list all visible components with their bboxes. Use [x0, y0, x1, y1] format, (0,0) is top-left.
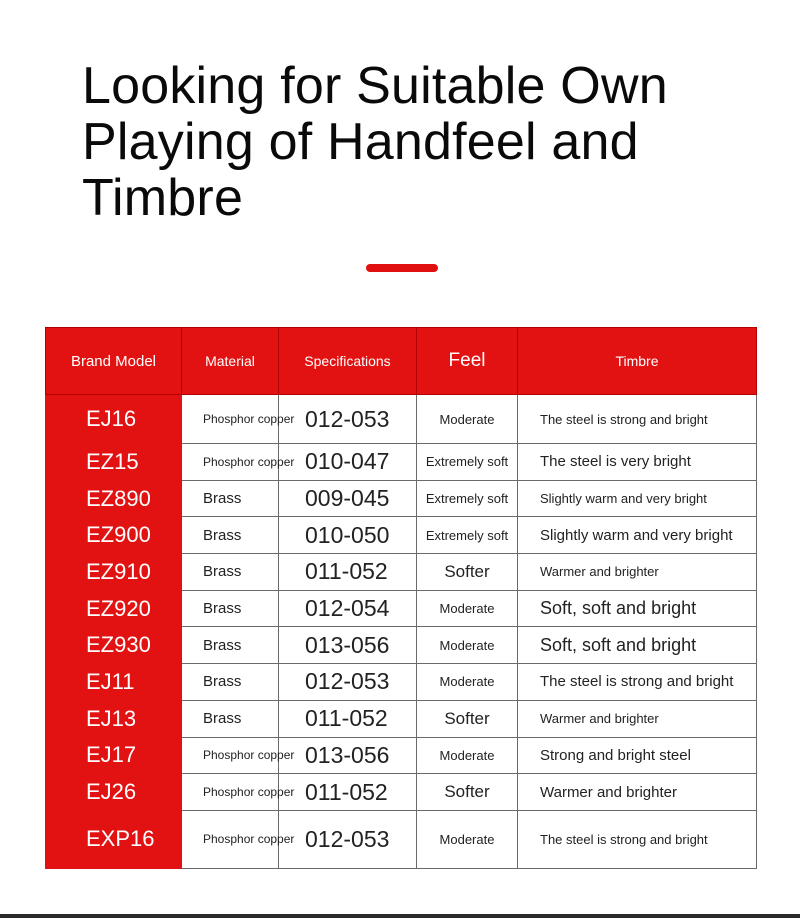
table-row [46, 664, 757, 701]
cell-feel: Extremely soft [417, 517, 518, 554]
cell-feel: Moderate [417, 737, 518, 774]
cell-timbre: The steel is strong and bright [518, 810, 757, 868]
table-row [46, 480, 757, 517]
table-row [46, 395, 757, 444]
cell-feel: Moderate [417, 395, 518, 444]
cell-timbre: Slightly warm and very bright [518, 517, 757, 554]
cell-specifications: 012-054 [279, 590, 417, 627]
cell-specifications: 011-052 [279, 554, 417, 591]
cell-brand-model: EZ920 [46, 590, 182, 627]
cell-feel: Softer [417, 700, 518, 737]
cell-brand-model: EJ17 [46, 737, 182, 774]
cell-specifications: 009-045 [279, 480, 417, 517]
cell-material: Brass [182, 700, 279, 737]
cell-material: Brass [182, 627, 279, 664]
cell-brand-model: EJ13 [46, 700, 182, 737]
page-title: Looking for Suitable Own Playing of Handfeel and Timbre [82, 57, 668, 227]
table-row [46, 590, 757, 627]
cell-feel: Moderate [417, 590, 518, 627]
cell-timbre: Soft, soft and bright [518, 590, 757, 627]
cell-specifications: 013-056 [279, 627, 417, 664]
cell-brand-model: EJ16 [46, 395, 182, 444]
cell-brand-model: EXP16 [46, 810, 182, 868]
cell-material: Brass [182, 590, 279, 627]
cell-material: Brass [182, 554, 279, 591]
cell-material: Phosphor copper [182, 444, 279, 481]
cell-feel: Extremely soft [417, 480, 518, 517]
cell-specifications: 013-056 [279, 737, 417, 774]
cell-material: Brass [182, 517, 279, 554]
cell-feel: Softer [417, 554, 518, 591]
cell-timbre: Slightly warm and very bright [518, 480, 757, 517]
cell-brand-model: EZ910 [46, 554, 182, 591]
table-row [46, 774, 757, 811]
header-material: Material [182, 328, 279, 395]
cell-feel: Moderate [417, 664, 518, 701]
cell-brand-model: EZ930 [46, 627, 182, 664]
table-row [46, 700, 757, 737]
cell-feel: Moderate [417, 810, 518, 868]
cell-timbre: Warmer and brighter [518, 774, 757, 811]
header-brand-model: Brand Model [46, 328, 182, 395]
cell-timbre: The steel is very bright [518, 444, 757, 481]
string-spec-table [45, 327, 757, 869]
cell-timbre: Warmer and brighter [518, 554, 757, 591]
bottom-border [0, 914, 800, 918]
cell-specifications: 011-052 [279, 774, 417, 811]
cell-specifications: 012-053 [279, 664, 417, 701]
cell-material: Phosphor copper [182, 774, 279, 811]
cell-feel: Moderate [417, 627, 518, 664]
cell-specifications: 010-050 [279, 517, 417, 554]
table-row [46, 810, 757, 868]
cell-brand-model: EZ15 [46, 444, 182, 481]
cell-specifications: 010-047 [279, 444, 417, 481]
header-specifications: Specifications [279, 328, 417, 395]
table-row [46, 627, 757, 664]
table-row [46, 554, 757, 591]
cell-brand-model: EZ890 [46, 480, 182, 517]
cell-timbre: The steel is strong and bright [518, 664, 757, 701]
cell-material: Brass [182, 664, 279, 701]
cell-timbre: Soft, soft and bright [518, 627, 757, 664]
table-row [46, 444, 757, 481]
cell-specifications: 011-052 [279, 700, 417, 737]
header-feel: Feel [417, 328, 518, 395]
cell-specifications: 012-053 [279, 395, 417, 444]
cell-feel: Softer [417, 774, 518, 811]
cell-feel: Extremely soft [417, 444, 518, 481]
cell-specifications: 012-053 [279, 810, 417, 868]
cell-timbre: The steel is strong and bright [518, 395, 757, 444]
cell-material: Phosphor copper [182, 737, 279, 774]
header-timbre: Timbre [518, 328, 757, 395]
table-row [46, 517, 757, 554]
cell-brand-model: EJ26 [46, 774, 182, 811]
table-row [46, 737, 757, 774]
table-header-row [46, 328, 757, 395]
cell-timbre: Warmer and brighter [518, 700, 757, 737]
cell-material: Brass [182, 480, 279, 517]
cell-brand-model: EZ900 [46, 517, 182, 554]
cell-material: Phosphor copper [182, 810, 279, 868]
cell-material: Phosphor copper [182, 395, 279, 444]
title-accent-bar [366, 264, 438, 272]
cell-brand-model: EJ11 [46, 664, 182, 701]
cell-timbre: Strong and bright steel [518, 737, 757, 774]
